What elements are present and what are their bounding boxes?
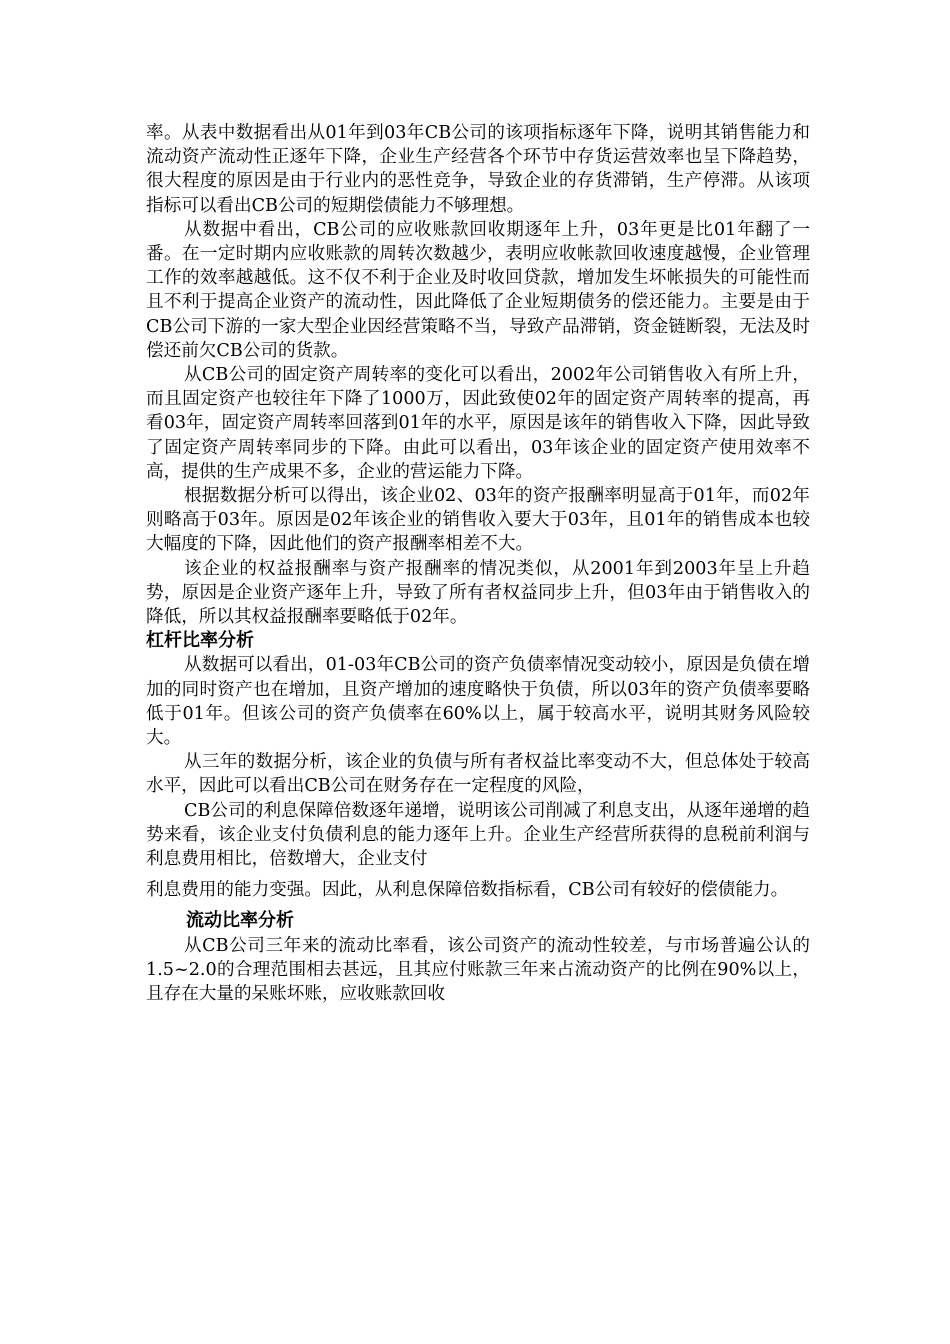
paragraph-debt-ratio: 从数据可以看出，01-03年CB公司的资产负债率情况变动较小，原因是负债在增加的同时资产也在增加，且资产增加的速度略快于负债，所以03年的资产负债率要略低于01年。但该公司的资产负债率在60%以上，属于较高水平，说明其财务风险较大。	[146, 655, 810, 749]
paragraph-interest-coverage: CB公司的利息保障倍数逐年递增，说明该公司削减了利息支出，从逐年递增的趋势来看，该企业支付负债利息的能力逐年上升。企业生产经营所获得的息税前利润与利息费用相比，倍数增大，企业支付	[146, 800, 810, 870]
document-body	[146, 121, 810, 1006]
paragraph-return-on-equity: 该企业的权益报酬率与资产报酬率的情况类似，从2001年到2003年呈上升趋势，原因是企业资产逐年上升，导致了所有者权益同步上升，但03年由于销售收入的降低，所以其权益报酬率要略低于02年。	[146, 558, 810, 628]
paragraph-fixed-assets: 从CB公司的固定资产周转率的变化可以看出，2002年公司销售收入有所上升，而且固定资产也较往年下降了1000万，因此致使02年的固定资产周转率的提高，再看03年，固定资产周转率回落到01年的水平，原因是该年的销售收入下降，因此导致了固定资产周转率同步的下降。由此可以看出，03年该企业的固定资产使用效率不高，提供的生产成果不多，企业的营运能力下降。	[146, 365, 810, 482]
paragraph-return-on-assets: 根据数据分析可以得出，该企业02、03年的资产报酬率明显高于01年，而02年则略高于03年。原因是02年该企业的销售收入要大于03年，且01年的销售成本也较大幅度的下降，因此他们的资产报酬率相差不大。	[146, 486, 810, 555]
section-heading-leverage: 杠杆比率分析	[146, 630, 254, 652]
paragraph-interest-coverage-cont: 利息费用的能力变强。因此，从利息保障倍数指标看，CB公司有较好的偿债能力。	[146, 880, 789, 901]
paragraph-current-ratio: 从CB公司三年来的流动比率看，该公司资产的流动性较差，与市场普遍公认的1.5~2.0的合理范围相去甚远，且其应付账款三年来占流动资产的比例在90%以上，且存在大量的呆账坏账，应收账款回收	[146, 935, 810, 1004]
paragraph-receivables: 从数据中看出，CB公司的应收账款回收期逐年上升，03年更是比01年翻了一番。在一定时期内应收账款的周转次数越少，表明应收帐款回收速度越慢，企业管理工作的效率越越低。这不仅不利于企业及时收回贷款，增加发生坏帐损失的可能性而且不利于提高企业资产的流动性，因此降低了企业短期债务的偿还能力。主要是由于CB公司下游的一家大型企业因经营策略不当，导致产品滞销，资金链断裂，无法及时偿还前欠CB公司的货款。	[146, 219, 810, 361]
section-heading-current-ratio: 流动比率分析	[186, 910, 294, 932]
paragraph-inventory-turnover: 率。从表中数据看出从01年到03年CB公司的该项指标逐年下降，说明其销售能力和流动资产流动性正逐年下降，企业生产经营各个环节中存货运营效率也呈下降趋势，很大程度的原因是由于行业内的恶性竞争，导致企业的存货滞销，生产停滞。从该项指标可以看出CB公司的短期偿债能力不够理想。	[146, 123, 810, 216]
paragraph-debt-equity: 从三年的数据分析，该企业的负债与所有者权益比率变动不大，但总体处于较高水平，因此可以看出CB公司在财务存在一定程度的风险，	[146, 752, 810, 797]
